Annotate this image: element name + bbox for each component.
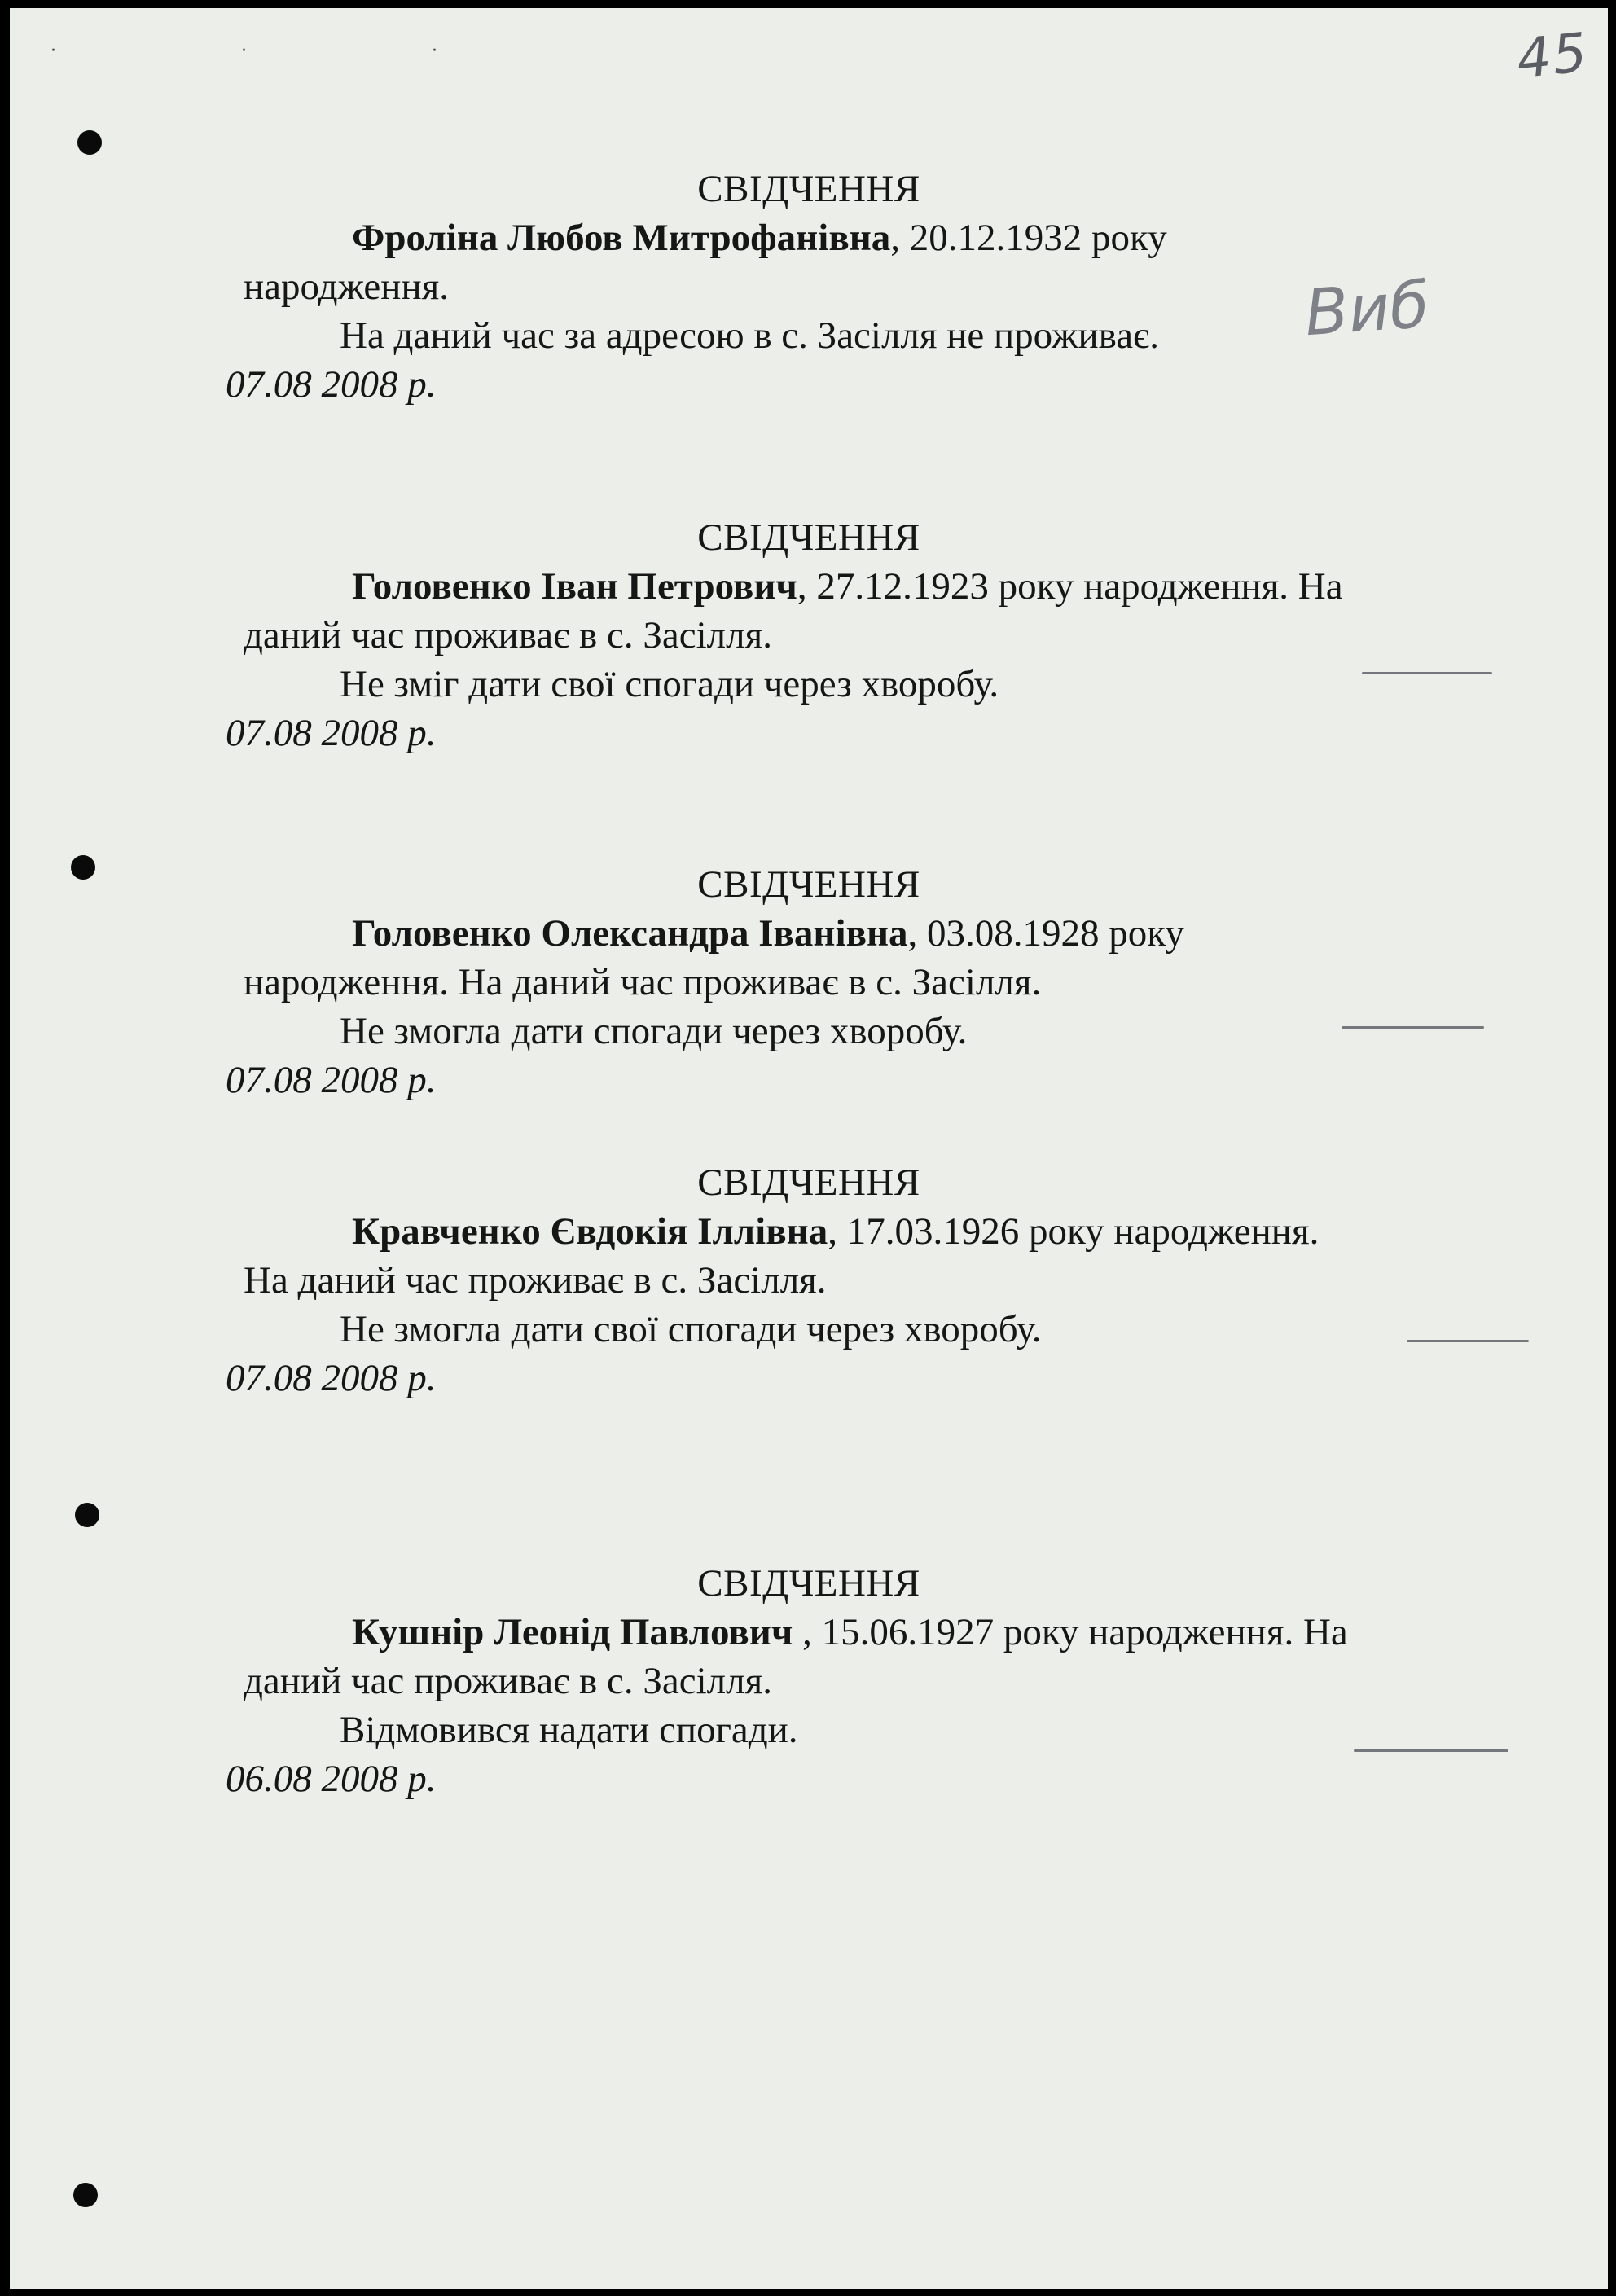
entry-status: Не зміг дати свої спогади через хворобу. — [340, 663, 999, 705]
person-name: Кравченко Євдокія Іллівна — [352, 1210, 828, 1253]
testimony-entry — [10, 165, 1608, 458]
entry-heading: СВІДЧЕННЯ — [697, 516, 920, 559]
handwritten-dash — [1354, 1749, 1508, 1752]
handwritten-dash — [1342, 1026, 1484, 1029]
entry-person-line — [352, 562, 1343, 611]
testimony-entry — [10, 860, 1608, 1153]
entry-person-line — [352, 1608, 1348, 1657]
person-name: Фроліна Любов Митрофанівна — [352, 217, 891, 259]
handwritten-page-number: 45 — [1513, 20, 1592, 91]
entry-continuation: На даний час проживає в с. Засілля. — [244, 1259, 827, 1302]
handwritten-dash — [1362, 672, 1492, 674]
person-name: Головенко Олександра Іванівна — [352, 912, 908, 955]
entry-heading: СВІДЧЕННЯ — [697, 863, 920, 906]
entry-continuation: даний час проживає в с. Засілля. — [244, 1660, 772, 1702]
entry-status: Відмовився надати спогади. — [340, 1709, 798, 1751]
handwritten-margin-note: Виб — [1302, 268, 1432, 351]
testimony-entry — [10, 513, 1608, 806]
birth-info: , 03.08.1928 року — [907, 912, 1184, 955]
punch-hole — [73, 2183, 98, 2207]
entry-continuation: народження. — [244, 266, 449, 308]
entry-date: 06.08 2008 р. — [226, 1758, 437, 1800]
entry-heading: СВІДЧЕННЯ — [697, 1562, 920, 1605]
person-name: Кушнір Леонід Павлович — [352, 1611, 793, 1653]
birth-info: , 15.06.1927 року народження. На — [793, 1611, 1348, 1653]
punch-hole — [77, 130, 102, 155]
punch-hole — [75, 1503, 99, 1527]
birth-info: , 17.03.1926 року народження. — [828, 1210, 1320, 1253]
entry-status: Не змогла дати спогади через хворобу. — [340, 1010, 968, 1052]
scan-specks: · · · — [50, 41, 527, 61]
entry-person-line — [352, 909, 1184, 958]
testimony-entry — [10, 1559, 1608, 1852]
document-page — [10, 8, 1608, 2289]
person-name: Головенко Іван Петрович — [352, 565, 797, 608]
testimony-entry — [10, 1158, 1608, 1451]
entry-status: Не змогла дати свої спогади через хворобу. — [340, 1308, 1042, 1350]
birth-info: , 27.12.1923 року народження. На — [797, 565, 1343, 608]
entry-status: На даний час за адресою в с. Засілля не проживає. — [340, 314, 1159, 357]
entry-date: 07.08 2008 р. — [226, 363, 437, 406]
entry-person-line — [352, 1207, 1319, 1256]
entry-person-line — [352, 213, 1167, 262]
entry-date: 07.08 2008 р. — [226, 712, 437, 754]
handwritten-dash — [1407, 1340, 1529, 1342]
entry-continuation: даний час проживає в с. Засілля. — [244, 614, 772, 656]
entry-heading: СВІДЧЕННЯ — [697, 1161, 920, 1204]
entry-continuation: народження. На даний час проживає в с. Засілля. — [244, 961, 1042, 1003]
entry-date: 07.08 2008 р. — [226, 1059, 437, 1101]
birth-info: , 20.12.1932 року — [890, 217, 1167, 259]
entry-heading: СВІДЧЕННЯ — [697, 168, 920, 210]
entry-date: 07.08 2008 р. — [226, 1357, 437, 1399]
